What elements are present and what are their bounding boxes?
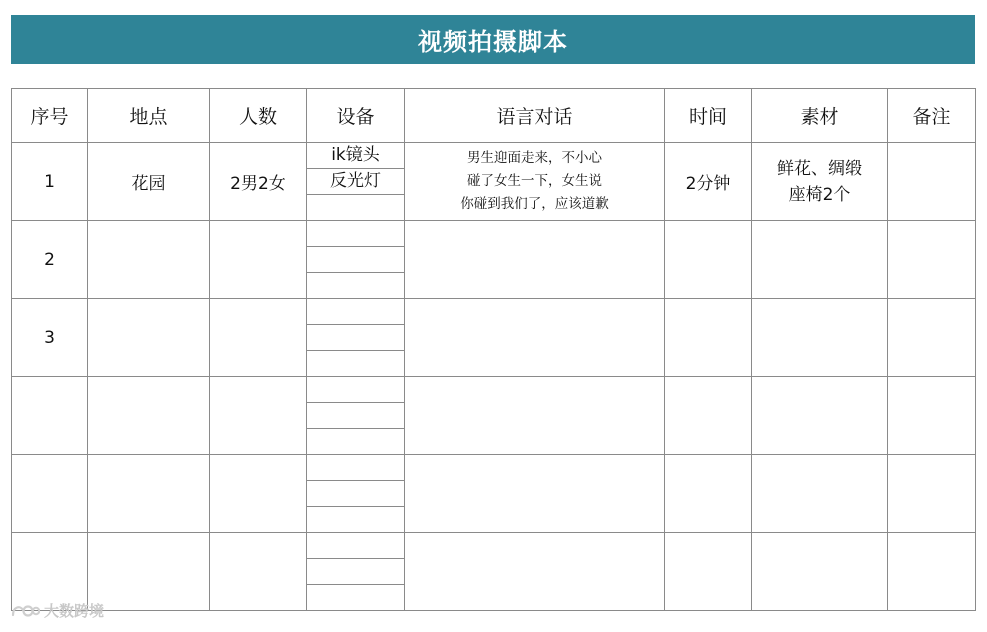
header-dialogue: 语言对话 — [405, 89, 665, 143]
equipment-slot[interactable] — [307, 351, 404, 376]
time-cell[interactable] — [665, 221, 752, 299]
header-people: 人数 — [210, 89, 307, 143]
dialogue-line: 碰了女生一下，女生说 — [467, 173, 602, 189]
materials-cell[interactable] — [752, 143, 888, 221]
header-materials: 素材 — [752, 89, 888, 143]
people-cell[interactable] — [210, 455, 307, 533]
script-table — [11, 88, 976, 611]
location-cell[interactable] — [88, 377, 210, 455]
notes-cell[interactable] — [888, 299, 976, 377]
header-notes: 备注 — [888, 89, 976, 143]
materials-cell[interactable] — [752, 455, 888, 533]
header-location: 地点 — [88, 89, 210, 143]
equipment-cell — [307, 533, 405, 611]
dialogue-cell[interactable] — [405, 377, 665, 455]
dialogue-cell[interactable] — [405, 455, 665, 533]
equipment-cell — [307, 143, 405, 221]
header-index: 序号 — [12, 89, 88, 143]
location-cell[interactable] — [88, 455, 210, 533]
table-row — [12, 533, 976, 611]
table-row — [12, 221, 976, 299]
equipment-slot[interactable] — [307, 247, 404, 273]
equipment-slot[interactable] — [307, 377, 404, 403]
equipment-slot[interactable] — [307, 429, 404, 454]
people-cell[interactable] — [210, 533, 307, 611]
people-cell[interactable]: 2男2女 — [210, 143, 307, 221]
dialogue-line: 男生迎面走来，不小心 — [467, 150, 602, 166]
time-cell[interactable] — [665, 533, 752, 611]
equipment-slot[interactable] — [307, 221, 404, 247]
table-row — [12, 143, 976, 221]
notes-cell[interactable] — [888, 143, 976, 221]
time-cell[interactable]: 2分钟 — [665, 143, 752, 221]
table-row — [12, 377, 976, 455]
equipment-slot[interactable] — [307, 455, 404, 481]
equipment-slot[interactable] — [307, 559, 404, 585]
materials-cell[interactable] — [752, 533, 888, 611]
dialogue-cell[interactable] — [405, 533, 665, 611]
header-time: 时间 — [665, 89, 752, 143]
materials-cell[interactable] — [752, 377, 888, 455]
materials-cell[interactable] — [752, 299, 888, 377]
dialogue-line: 你碰到我们了，应该道歉 — [460, 196, 609, 212]
index-cell[interactable]: 3 — [12, 299, 88, 377]
time-cell[interactable] — [665, 299, 752, 377]
location-cell[interactable] — [88, 533, 210, 611]
time-cell[interactable] — [665, 455, 752, 533]
people-cell[interactable] — [210, 221, 307, 299]
equipment-slot[interactable] — [307, 195, 404, 220]
table-row — [12, 455, 976, 533]
index-cell[interactable]: 1 — [12, 143, 88, 221]
index-cell[interactable] — [12, 455, 88, 533]
dialogue-cell[interactable] — [405, 299, 665, 377]
equipment-slot[interactable] — [307, 403, 404, 429]
equipment-slot[interactable] — [307, 585, 404, 610]
equipment-slot[interactable] — [307, 507, 404, 532]
equipment-cell — [307, 221, 405, 299]
equipment-slot[interactable] — [307, 273, 404, 298]
equipment-slot[interactable] — [307, 325, 404, 351]
equipment-slot[interactable] — [307, 481, 404, 507]
page-title: 视频拍摄脚本 — [11, 15, 975, 64]
header-row — [12, 89, 976, 143]
equipment-cell — [307, 455, 405, 533]
location-cell[interactable] — [88, 221, 210, 299]
equipment-slot[interactable] — [307, 299, 404, 325]
notes-cell[interactable] — [888, 221, 976, 299]
people-cell[interactable] — [210, 299, 307, 377]
location-cell[interactable] — [88, 299, 210, 377]
dialogue-cell[interactable] — [405, 143, 665, 221]
watermark — [10, 600, 104, 621]
equipment-slot[interactable]: ik镜头 — [307, 143, 404, 169]
equipment-slot[interactable]: 反光灯 — [307, 169, 404, 195]
materials-cell[interactable] — [752, 221, 888, 299]
notes-cell[interactable] — [888, 377, 976, 455]
notes-cell[interactable] — [888, 533, 976, 611]
brand-logo-icon — [10, 603, 40, 619]
header-equipment: 设备 — [307, 89, 405, 143]
index-cell[interactable]: 2 — [12, 221, 88, 299]
notes-cell[interactable] — [888, 455, 976, 533]
time-cell[interactable] — [665, 377, 752, 455]
people-cell[interactable] — [210, 377, 307, 455]
index-cell[interactable] — [12, 533, 88, 611]
watermark-text: 大数跨境 — [44, 602, 105, 620]
dialogue-cell[interactable] — [405, 221, 665, 299]
index-cell[interactable] — [12, 377, 88, 455]
location-cell[interactable]: 花园 — [88, 143, 210, 221]
equipment-cell — [307, 377, 405, 455]
table-row — [12, 299, 976, 377]
equipment-slot[interactable] — [307, 533, 404, 559]
materials-line: 座椅2个 — [788, 184, 851, 205]
equipment-cell — [307, 299, 405, 377]
materials-line: 鲜花、绸缎 — [777, 158, 862, 179]
